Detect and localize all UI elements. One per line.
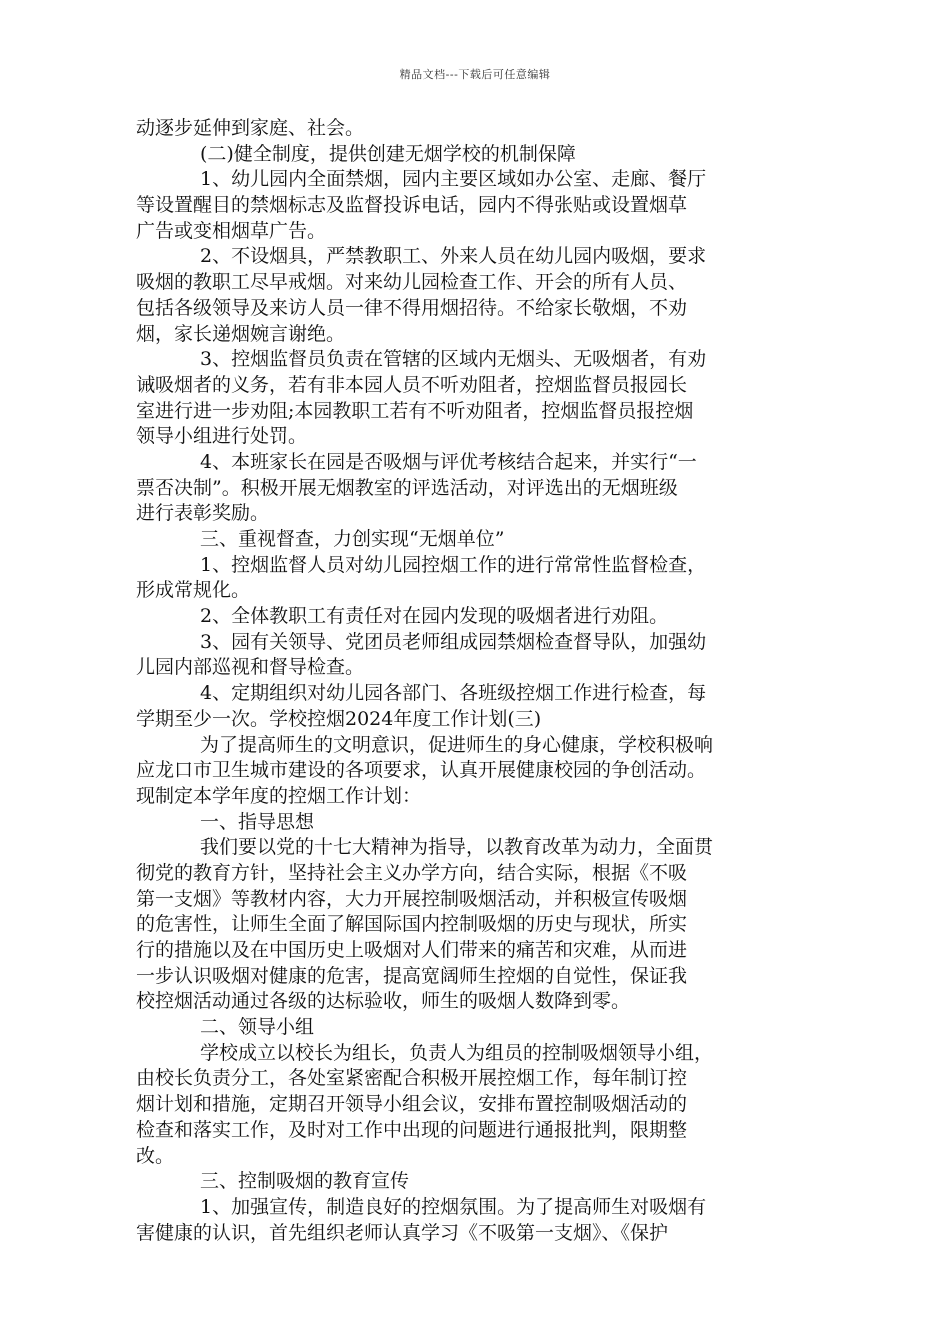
document-body [136, 116, 826, 1246]
text-line: 应龙口市卫生城市建设的各项要求，认真开展健康校园的争创活动。 [136, 759, 707, 782]
text-line: 一、指导思想 [200, 810, 315, 833]
text-line: 三、重视督查，力创实现“无烟单位” [200, 528, 505, 550]
text-line: 三、控制吸烟的教育宣传 [200, 1170, 410, 1193]
text-line: 一步认识吸烟对健康的危害，提高宽阔师生控烟的自觉性，保证我 [136, 964, 688, 987]
text-line: 改。 [136, 1144, 175, 1167]
text-line: 学期至少一次。学校控烟2024年度工作计划(三) [136, 707, 542, 730]
text-line: 1、幼儿园内全面禁烟，园内主要区域如办公室、走廊、餐厅 [200, 168, 707, 191]
text-line: 1、加强宣传，制造良好的控烟氛围。为了提高师生对吸烟有 [200, 1195, 707, 1218]
text-line: 4、本班家长在园是否吸烟与评优考核结合起来，并实行“一 [200, 450, 697, 473]
text-line: 检查和落实工作，及时对工作中出现的问题进行通报批判，限期整 [136, 1118, 688, 1141]
text-line: 彻党的教育方针，坚持社会主义办学方向，结合实际，根据《不吸 [136, 861, 688, 884]
text-line: 为了提高师生的文明意识，促进师生的身心健康，学校积极响 [200, 733, 714, 756]
text-line: 4、定期组织对幼儿园各部门、各班级控烟工作进行检查，每 [200, 682, 707, 705]
text-line: 进行表彰奖励。 [136, 502, 270, 525]
text-line: 3、园有关领导、党团员老师组成园禁烟检查督导队，加强幼 [200, 630, 707, 653]
text-line: 1、控烟监督人员对幼儿园控烟工作的进行常常性监督检查， [200, 553, 707, 576]
text-line: 学校成立以校长为组长，负责人为组员的控制吸烟领导小组， [200, 1041, 714, 1064]
text-line: 害健康的认识，首先组织老师认真学习《不吸第一支烟》、《保护 [136, 1221, 669, 1244]
text-line: 室进行进一步劝阻;本园教职工若有不听劝阻者，控烟监督员报控烟 [136, 399, 694, 422]
text-line: 动逐步延伸到家庭、社会。 [136, 117, 365, 139]
text-line: 等设置醒目的禁烟标志及监督投诉电话，园内不得张贴或设置烟草 [136, 194, 688, 217]
text-line: 形成常规化。 [136, 579, 251, 602]
text-line: 3、控烟监督员负责在管辖的区域内无烟头、无吸烟者，有劝 [200, 348, 707, 371]
text-line: 包括各级领导及来访人员一律不得用烟招待。不给家长敬烟，不劝 [136, 296, 688, 319]
text-line: 2、全体教职工有责任对在园内发现的吸烟者进行劝阻。 [200, 605, 669, 628]
text-line: 第一支烟》等教材内容，大力开展控制吸烟活动，并积极宣传吸烟 [136, 887, 688, 910]
text-line: 2、不设烟具，严禁教职工、外来人员在幼儿园内吸烟，要求 [200, 245, 707, 268]
text-line: 儿园内部巡视和督导检查。 [136, 656, 365, 679]
text-line: 校控烟活动通过各级的达标验收，师生的吸烟人数降到零。 [136, 990, 631, 1013]
text-line: 行的措施以及在中国历史上吸烟对人们带来的痛苦和灾难，从而进 [136, 939, 688, 961]
page-header: 精品文档---下载后可任意编辑 [399, 68, 551, 81]
text-line: 我们要以党的十七大精神为指导，以教育改革为动力，全面贯 [200, 836, 714, 859]
text-line: 票否决制”。积极开展无烟教室的评选活动，对评选出的无烟班级 [136, 476, 678, 499]
text-line: 现制定本学年度的控烟工作计划： [136, 784, 422, 807]
text-line: 广告或变相烟草广告。 [136, 219, 327, 242]
text-line: 二、领导小组 [200, 1016, 315, 1039]
text-line: 由校长负责分工，各处室紧密配合积极开展控烟工作，每年制订控 [136, 1067, 688, 1090]
text-line: 领导小组进行处罚。 [136, 425, 308, 448]
text-line: 烟计划和措施，定期召开领导小组会议，安排布置控制吸烟活动的 [136, 1093, 688, 1116]
text-line: 诫吸烟者的义务，若有非本园人员不听劝阻者，控烟监督员报园长 [136, 373, 688, 396]
text-line: 的危害性，让师生全面了解国际国内控制吸烟的历史与现状，所实 [136, 913, 688, 936]
text-line: (二)健全制度，提供创建无烟学校的机制保障 [200, 142, 576, 165]
text-line: 吸烟的教职工尽早戒烟。对来幼儿园检查工作、开会的所有人员、 [136, 271, 688, 294]
text-line: 烟，家长递烟婉言谢绝。 [136, 322, 346, 345]
